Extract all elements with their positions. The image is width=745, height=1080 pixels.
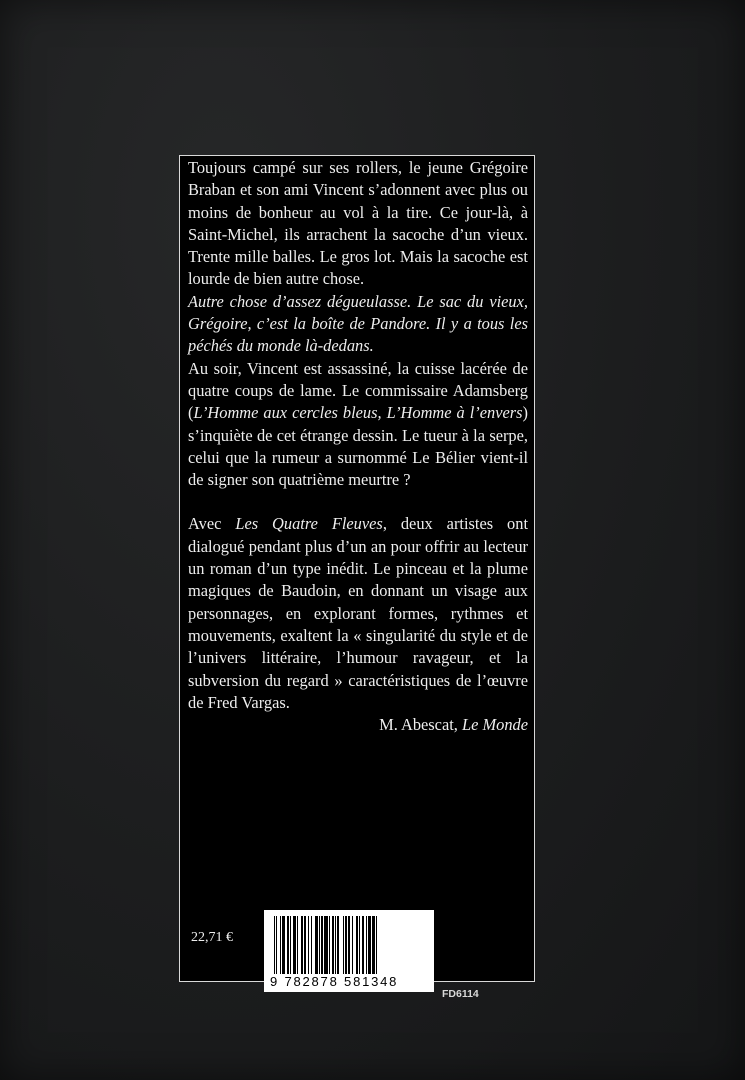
blurb-paragraph-3-end: ) s’inquiète de cet étrange dessin. Le tueur à la serpe, celui que la rumeur a surnommé Le Bélier vient-il de signer son quatrième meurtre ?: [188, 403, 528, 490]
blurb-paragraph-4: [188, 513, 528, 714]
blurb-attribution: [188, 714, 528, 736]
catalog-code: FD6114: [442, 988, 479, 1000]
price-label: 22,71 €: [191, 930, 233, 945]
blurb-paragraph-1: Toujours campé sur ses rollers, le jeune Grégoire Braban et son ami Vincent s’adonnent avec plus ou moins de bonheur au vol à la tire. Ce jour-là, à Saint-Michel, ils arrachent la sacoche d’un vieux. Trente mille balles. Le gros lot. Mais la sacoche est lourde de bien autre chose.: [188, 158, 528, 289]
blurb-previous-titles: L’Homme aux cercles bleus, L’Homme à l’envers: [193, 403, 523, 423]
blurb-text: [188, 157, 528, 736]
attribution-name: M. Abescat,: [379, 715, 462, 735]
barcode-bars: [274, 916, 426, 974]
barcode-stripe: [377, 916, 378, 974]
blurb-paragraph-2-quote: Autre chose d’assez dégueulasse. Le sac du vieux, Grégoire, c’est la boîte de Pandore. Il y a tous les péchés du monde là-dedans.: [188, 291, 528, 356]
attribution-source: Le Monde: [461, 715, 528, 735]
barcode-digits: 9 782878 581348: [270, 974, 399, 989]
blurb-paragraph-3-start: Au soir, Vincent est assassiné, la cuisse lacérée de quatre coups de lame. Le commissaire Adamsberg (: [188, 358, 528, 423]
blurb-book-title: Les Quatre Fleuves: [235, 514, 383, 534]
blurb-paragraph-4-end: , deux artistes ont dialogué pendant plus d’un an pour offrir au lecteur un roman d’un type inédit. Le pinceau et la plume magiques de Baudoin, en donnant un visage aux personnages, en explorant formes, rythmes et mouvements, exaltent la « singularité du style et de l’univers littéraire, l’humour ravageur, et la subversion du regard » caractéristiques de l’œuvre de Fred Vargas.: [188, 514, 529, 712]
blurb-paragraph-3: [188, 358, 528, 492]
blurb-paragraph-4-start: Avec: [188, 514, 236, 534]
barcode: [264, 910, 434, 992]
paragraph-gap: [188, 491, 528, 513]
